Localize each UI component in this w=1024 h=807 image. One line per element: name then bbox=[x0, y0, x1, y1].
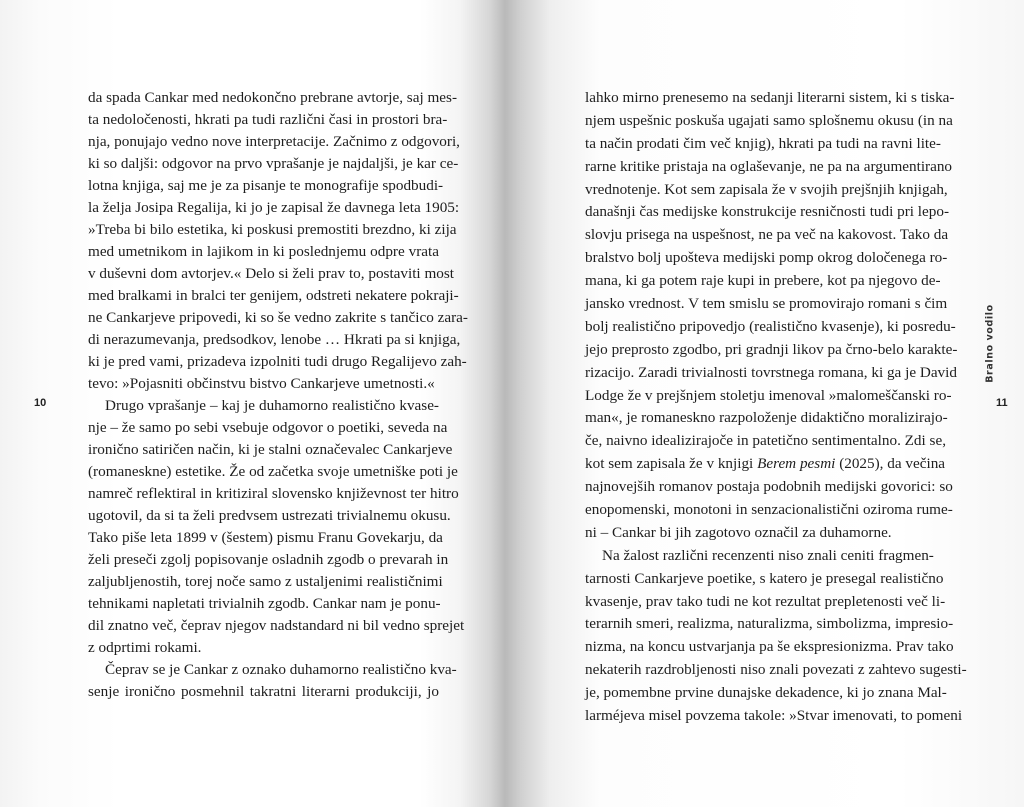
text-line: zaljubljenostih, torej noče samo z ustaljenimi realističnimi bbox=[88, 573, 443, 590]
text-line: ki je pred vami, prizadeva izpolniti tudi drugo Regalijevo zah- bbox=[88, 353, 467, 370]
text-line: rarne kritike pristaja na oglaševanje, ne pa na argumentirano bbox=[585, 157, 953, 175]
paragraph bbox=[585, 87, 958, 545]
text-line: (romaneskne) estetike. Že od začetka svoje umetniške poti je bbox=[88, 463, 458, 480]
text-line: ki so daljši: odgovor na prvo vprašanje je najdaljši, je kar ce- bbox=[88, 155, 459, 172]
text-line: di nerazumevanja, predsodkov, lenobe … Hkrati pa si knjiga, bbox=[88, 331, 461, 348]
text-line: Drugo vprašanje – kaj je duhamorno realistično kvase- bbox=[105, 397, 439, 414]
text-line: lotna knjiga, saj me je za pisanje te monografije spodbudi- bbox=[88, 177, 444, 194]
text-line: njem uspešnic poskuša ugajati samo splošnemu okusu (in na bbox=[585, 111, 953, 129]
text-line: kvasenje, prav tako tudi ne kot rezultat prepletenosti več li- bbox=[585, 592, 946, 610]
text-line: enopomenski, monotoni in senzacionalistični oziroma rume- bbox=[585, 501, 953, 519]
text-line: Tako piše leta 1899 v (šestem) pismu Franu Govekarju, da bbox=[88, 529, 443, 546]
text-line: senje ironično posmehnil takratni literarni produkciji, jo bbox=[88, 683, 439, 700]
text-line: la želja Josipa Regalija, ki jo je zapisal že davnega leta 1905: bbox=[88, 199, 460, 216]
left-page-text bbox=[88, 87, 468, 703]
text-line: je, pomembne prvine dunajske dekadence, ki jo znana Mal- bbox=[585, 684, 947, 702]
text-line: med umetnikom in lajikom in ki poslednjemu odpre vrata bbox=[88, 243, 439, 260]
text-line: vrednotenje. Kot sem zapisala že v svojih prejšnjih knjigah, bbox=[585, 180, 948, 198]
text-line: lahko mirno prenesemo na sedanji literarni sistem, ki s tiska- bbox=[585, 89, 955, 106]
paragraph bbox=[585, 545, 967, 728]
text-line: če, naivno idealizirajoče in patetično sentimentalno. Zdi se, bbox=[585, 432, 946, 450]
text-line: mana, ki ga potem raje kupi in prebere, kot pa njegovo de- bbox=[585, 272, 941, 290]
text-line: današnji čas medijske konstrukcije resničnosti tudi pri lepo- bbox=[585, 203, 949, 221]
text-line: Na žalost različni recenzenti niso znali ceniti fragmen- bbox=[602, 546, 934, 564]
text-line: bolj realistično pripovedjo (realistično kvasenje), ki posredu- bbox=[585, 317, 956, 335]
text-line: namreč reflektiral in kritiziral slovensko književnost ter hitro bbox=[88, 485, 459, 502]
text-line: Lodge že v prejšnjem stoletju imenoval »malomeščanski ro- bbox=[585, 386, 952, 404]
text-line: larméjeva misel povzema takole: »Stvar imenovati, to pomeni bbox=[585, 707, 963, 725]
text-line: ne Cankarjeve pripovedi, ki so še vedno zakrite s tančico zara- bbox=[88, 309, 468, 326]
text-line: ni – Cankar bi jih zagotovo označil za duhamorne. bbox=[585, 523, 892, 541]
text-line: tevo: »Pojasniti občinstvu bistvo Cankarjeve umetnosti.« bbox=[88, 375, 435, 392]
page-number-right: 11 bbox=[996, 397, 1008, 409]
text-line: rizacijo. Zaradi trivialnosti tovrstnega romana, ki ga je David bbox=[585, 363, 957, 381]
text-line: želi preseči zgolj popisovanje osladnih zgodb o prevarah in bbox=[88, 551, 449, 568]
paragraph bbox=[88, 395, 465, 659]
text-line: jejo preprosto zgodbo, pri gradnji likov pa črno-belo karakte- bbox=[585, 340, 958, 358]
text-line: terarnih smeri, realizma, naturalizma, simbolizma, impresio- bbox=[585, 615, 954, 633]
text-line: nizma, na koncu ustvarjanja pa še ekspresionizma. Prav tako bbox=[585, 638, 954, 656]
text-line: z odprtimi rokami. bbox=[88, 639, 202, 656]
text-line: dil znatno več, čeprav njegov nadstandard ni bil vedno sprejet bbox=[88, 617, 465, 634]
text-line: Čeprav se je Cankar z oznako duhamorno realistično kva- bbox=[105, 661, 457, 678]
text-line: slovju prisega na uspešnost, ne pa več na kakovost. Tako da bbox=[585, 226, 949, 244]
text-line: najnovejših romanov postaja podobnih medijski govorici: so bbox=[585, 478, 953, 496]
page-number-left: 10 bbox=[34, 397, 47, 409]
text-line: bralstvo bolj upošteva medijski pomp okrog določenega ro- bbox=[585, 249, 948, 267]
running-head: Bralno vodilo bbox=[984, 304, 996, 383]
text-line: v duševni dom avtorjev.« Delo si želi prav to, postaviti most bbox=[88, 265, 454, 282]
text-line: nekaterih razdrobljenosti niso znali povezati z zahtevo sugesti- bbox=[585, 661, 967, 679]
paragraph bbox=[88, 87, 468, 395]
text-segment: kot sem zapisala že v knjigi bbox=[585, 455, 758, 473]
text-line: ta način prodati čim več knjig), hkrati pa tudi na ravni lite- bbox=[585, 134, 941, 152]
text-line bbox=[585, 453, 946, 476]
text-line: man«, je romaneskno razpoloženje didaktično moralizirajo- bbox=[585, 409, 948, 427]
paragraph bbox=[88, 659, 457, 703]
text-line: med bralkami in bralci ter genijem, odstreti nekatere pokraji- bbox=[88, 287, 459, 304]
text-line: tarnosti Cankarjeve poetike, s katero je presegal realistično bbox=[585, 569, 944, 587]
text-segment: (2025), da večina bbox=[835, 455, 946, 473]
right-page-text bbox=[585, 87, 967, 728]
text-line: nja, ponujajo vedno nove interpretacije. Začnimo z odgovori, bbox=[88, 133, 460, 150]
text-line: ugotovil, da si ta želi predvsem ustrezati trivialnemu okusu. bbox=[88, 507, 451, 524]
text-line: tehnikami napletati trivialnih zgodb. Cankar nam je ponu- bbox=[88, 595, 441, 612]
text-line: jansko vrednost. V tem smislu se promovirajo romani s čim bbox=[585, 295, 948, 313]
italic-title: Berem pesmi bbox=[757, 455, 836, 473]
text-line: nje – že samo po sebi vsebuje odgovor o poetiki, seveda na bbox=[88, 419, 448, 436]
text-line: ironično satiričen način, ki je stalni označevalec Cankarjeve bbox=[88, 441, 453, 458]
text-line: »Treba bi bilo estetika, ki poskusi premostiti brezdno, ki zija bbox=[88, 221, 457, 238]
text-line: ta nedoločenosti, hkrati pa tudi različni časi in prostori bra- bbox=[88, 111, 448, 128]
text-line: da spada Cankar med nedokončno prebrane avtorje, saj mes- bbox=[88, 89, 458, 106]
